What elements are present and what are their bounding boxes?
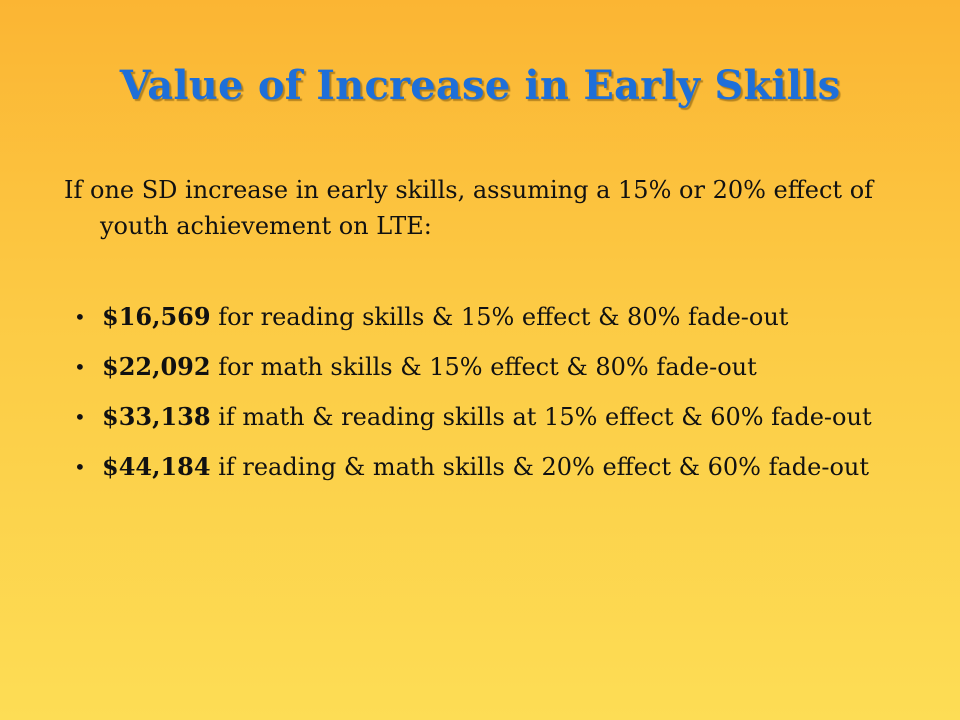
bullet-item — [70, 300, 900, 334]
bullet-item — [70, 400, 900, 434]
slide-title: Value of Increase in Early Skills — [119, 62, 841, 109]
bullet-text: for math skills & 15% effect & 80% fade-out — [210, 353, 757, 381]
intro-paragraph: If one SD increase in early skills, assuming a 15% or 20% effect of youth achievement on LTE: — [64, 176, 874, 240]
bullet-item — [70, 450, 900, 484]
bullet-list — [70, 300, 900, 500]
bullet-amount: $16,569 — [102, 302, 211, 331]
bullet-text: for reading skills & 15% effect & 80% fade-out — [210, 303, 789, 331]
bullet-icon: • — [74, 405, 86, 429]
bullet-amount: $22,092 — [102, 352, 211, 381]
bullet-icon: • — [74, 305, 86, 329]
bullet-item — [70, 350, 900, 384]
bullet-text: if reading & math skills & 20% effect & 60% fade-out — [210, 453, 869, 481]
bullet-amount: $44,184 — [102, 452, 211, 481]
bullet-icon: • — [74, 455, 86, 479]
bullet-amount: $33,138 — [102, 402, 211, 431]
bullet-text: if math & reading skills at 15% effect & 60% fade-out — [210, 403, 872, 431]
bullet-icon: • — [74, 355, 86, 379]
